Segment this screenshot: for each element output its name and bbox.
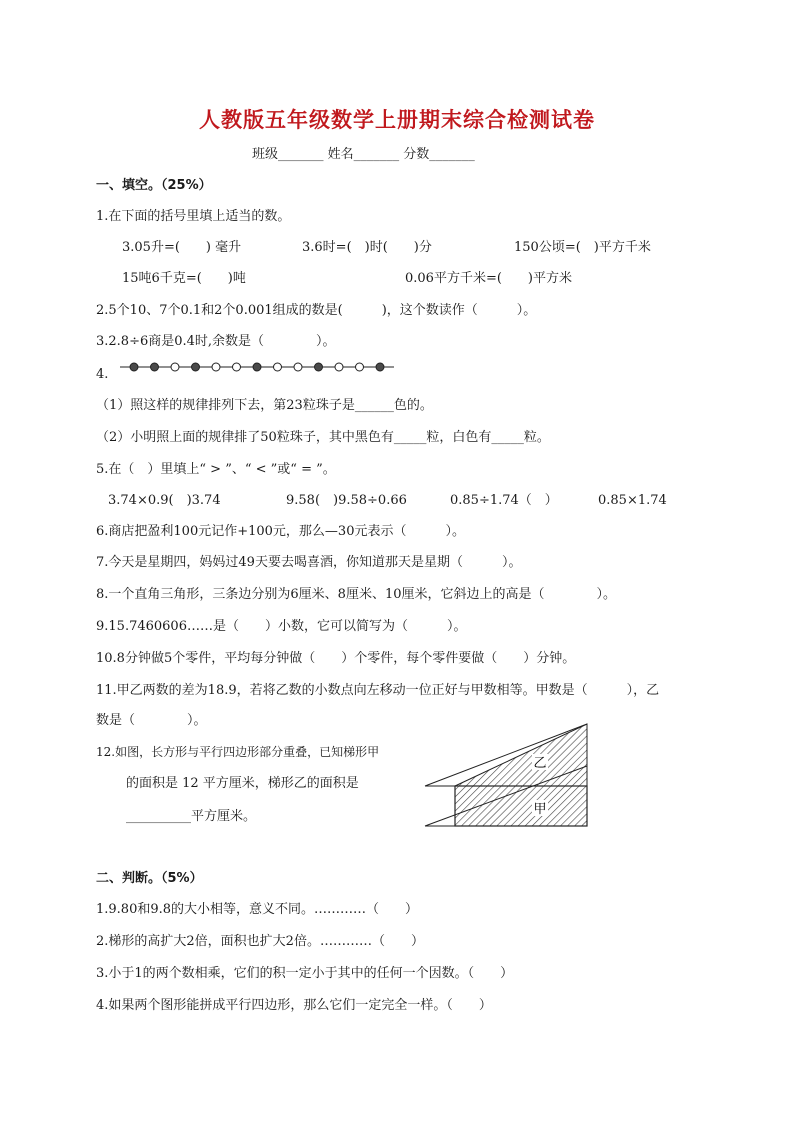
question-7: 7.今天是星期四，妈妈过49天要去喝喜酒，你知道那天是星期（ ）。 xyxy=(96,555,522,570)
question-12-line-1: 12.如图，长方形与平行四边形部分重叠，已知梯形甲 xyxy=(96,745,380,759)
question-1: 1.在下面的括号里填上适当的数。 xyxy=(96,209,291,224)
section1-heading: 一、填空。（25%） xyxy=(96,178,212,193)
question-4-part-1: （1）照这样的规律排列下去，第23粒珠子是______色的。 xyxy=(96,398,433,413)
judgement-3: 3.小于1的两个数相乘，它们的积一定小于其中的任何一个因数。（ ） xyxy=(96,966,514,981)
page-title: 人教版五年级数学上册期末综合检测试卷 xyxy=(199,107,595,132)
label-yi: 乙 xyxy=(533,756,547,771)
judgement-1: 1.9.80和9.8的大小相等，意义不同。…………（ ） xyxy=(96,902,419,917)
question-10: 10.8分钟做5个零件，平均每分钟做（ ）个零件，每个零件要做（ ）分钟。 xyxy=(96,651,576,666)
question-9: 9.15.7460606……是（ ）小数，它可以简写为（ ）。 xyxy=(96,619,467,634)
question-11-line-2: 数是（ ）。 xyxy=(96,713,207,728)
q5-item-2: 9.58( )9.58÷0.66 xyxy=(286,493,407,508)
question-4-part-2: （2）小明照上面的规律排了50粒珠子，其中黑色有_____粒，白色有_____粒。 xyxy=(96,430,550,445)
student-info-line: 班级_______ 姓名_______ 分数_______ xyxy=(252,147,475,162)
q1-item-1: 3.05升=( ) 毫升 xyxy=(122,240,242,255)
question-11-line-1: 11.甲乙两数的差为18.9，若将乙数的小数点向左移动一位正好与甲数相等。甲数是（ ），乙 xyxy=(96,683,660,698)
section2-heading: 二、判断。（5%） xyxy=(96,871,203,886)
label-jia: 甲 xyxy=(533,802,547,817)
question-3: 3.2.8÷6商是0.4时,余数是（ ）。 xyxy=(96,334,336,349)
trapezoid-jia xyxy=(455,786,587,826)
question-6: 6.商店把盈利100元记作+100元，那么—30元表示（ ）。 xyxy=(96,524,465,539)
question-8: 8.一个直角三角形，三条边分别为6厘米、8厘米、10厘米，它斜边上的高是（ ）。 xyxy=(96,587,616,602)
q1-item-4: 15吨6千克=( )吨 xyxy=(122,271,246,286)
question-2: 2.5个10、7个0.1和2个0.001组成的数是( )，这个数读作（ ）。 xyxy=(96,303,537,318)
question-5: 5.在（ ）里填上“ > ”、“ < ”或“ = ”。 xyxy=(96,462,336,477)
q1-item-3: 150公顷=( )平方千米 xyxy=(514,240,651,255)
q5-item-1: 3.74×0.9( )3.74 xyxy=(108,493,221,508)
q5-item-4: 0.85×1.74 xyxy=(598,493,667,508)
question-4: 4. xyxy=(96,367,109,382)
q1-item-2: 3.6时=( )时( )分 xyxy=(302,240,432,255)
question-12-line-2: 的面积是 12 平方厘米，梯形乙的面积是 xyxy=(126,776,359,791)
judgement-4: 4.如果两个图形能拼成平行四边形，那么它们一定完全一样。（ ） xyxy=(96,998,492,1013)
q1-item-5: 0.06平方千米=( )平方米 xyxy=(405,271,572,286)
question-12-line-3: __________平方厘米。 xyxy=(126,809,257,824)
judgement-2: 2.梯形的高扩大2倍，面积也扩大2倍。…………（ ） xyxy=(96,934,424,949)
trapezoid-yi xyxy=(455,724,587,786)
q5-item-3: 0.85÷1.74（ ） xyxy=(450,493,558,508)
